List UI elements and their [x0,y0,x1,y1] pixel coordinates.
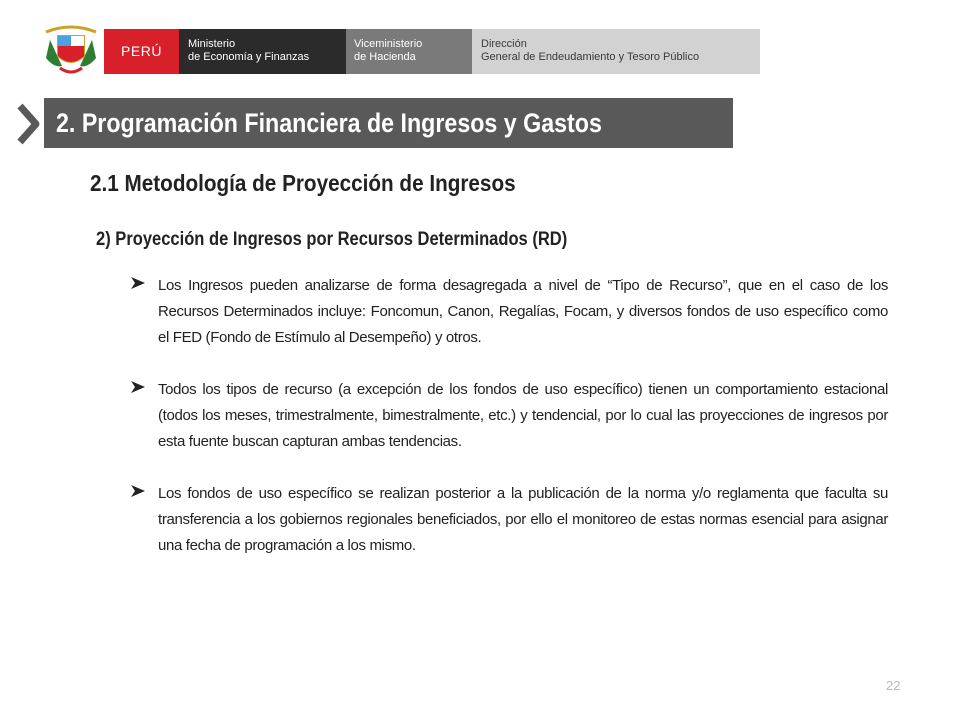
arrow-bullet-icon [130,276,146,290]
chevron-right-icon [14,100,44,148]
bullet-list [130,273,888,585]
topic-title: 2) Proyección de Ingresos por Recursos Determinados (RD) [96,229,568,250]
bullet-text: Los fondos de uso específico se realizan posterior a la publicación de la norma y/o reglamenta que faculta su transferencia a los gobiernos regionales beneficiados, por ello el monitoreo de estas normas esencial para asignar una fecha de programación a los mismo. [158,485,888,554]
list-item [130,481,888,559]
list-item [130,377,888,455]
peru-coat-of-arms-icon [40,18,102,78]
arrow-bullet-icon [130,484,146,498]
country-label: PERÚ [104,29,179,74]
ministry-label: Ministerio de Economía y Finanzas [179,29,346,74]
page-number: 22 [886,678,901,693]
subsection-title: 2.1 Metodología de Proyección de Ingresos [90,170,516,196]
arrow-bullet-icon [130,380,146,394]
direction-label: Dirección General de Endeudamiento y Tesoro Público [472,29,760,74]
viceministry-label: Viceministerio de Hacienda [346,29,472,74]
section-title: 2. Programación Financiera de Ingresos y Gastos [56,108,602,138]
list-item [130,273,888,351]
bullet-text: Los Ingresos pueden analizarse de forma desagregada a nivel de “Tipo de Recurso”, que en el caso de los Recursos Determinados incluye: Foncomun, Canon, Regalías, Focam, y diversos fondos de uso específico como el FED (Fondo de Estímulo al Desempeño) y otros. [158,277,888,346]
bullet-text: Todos los tipos de recurso (a excepción de los fondos de uso específico) tienen un comportamiento estacional (todos los meses, trimestralmente, bimestralmente, etc.) y tendencial, por lo cual las proyecciones de ingresos por esta fuente buscan capturan ambas tendencias. [158,381,888,450]
